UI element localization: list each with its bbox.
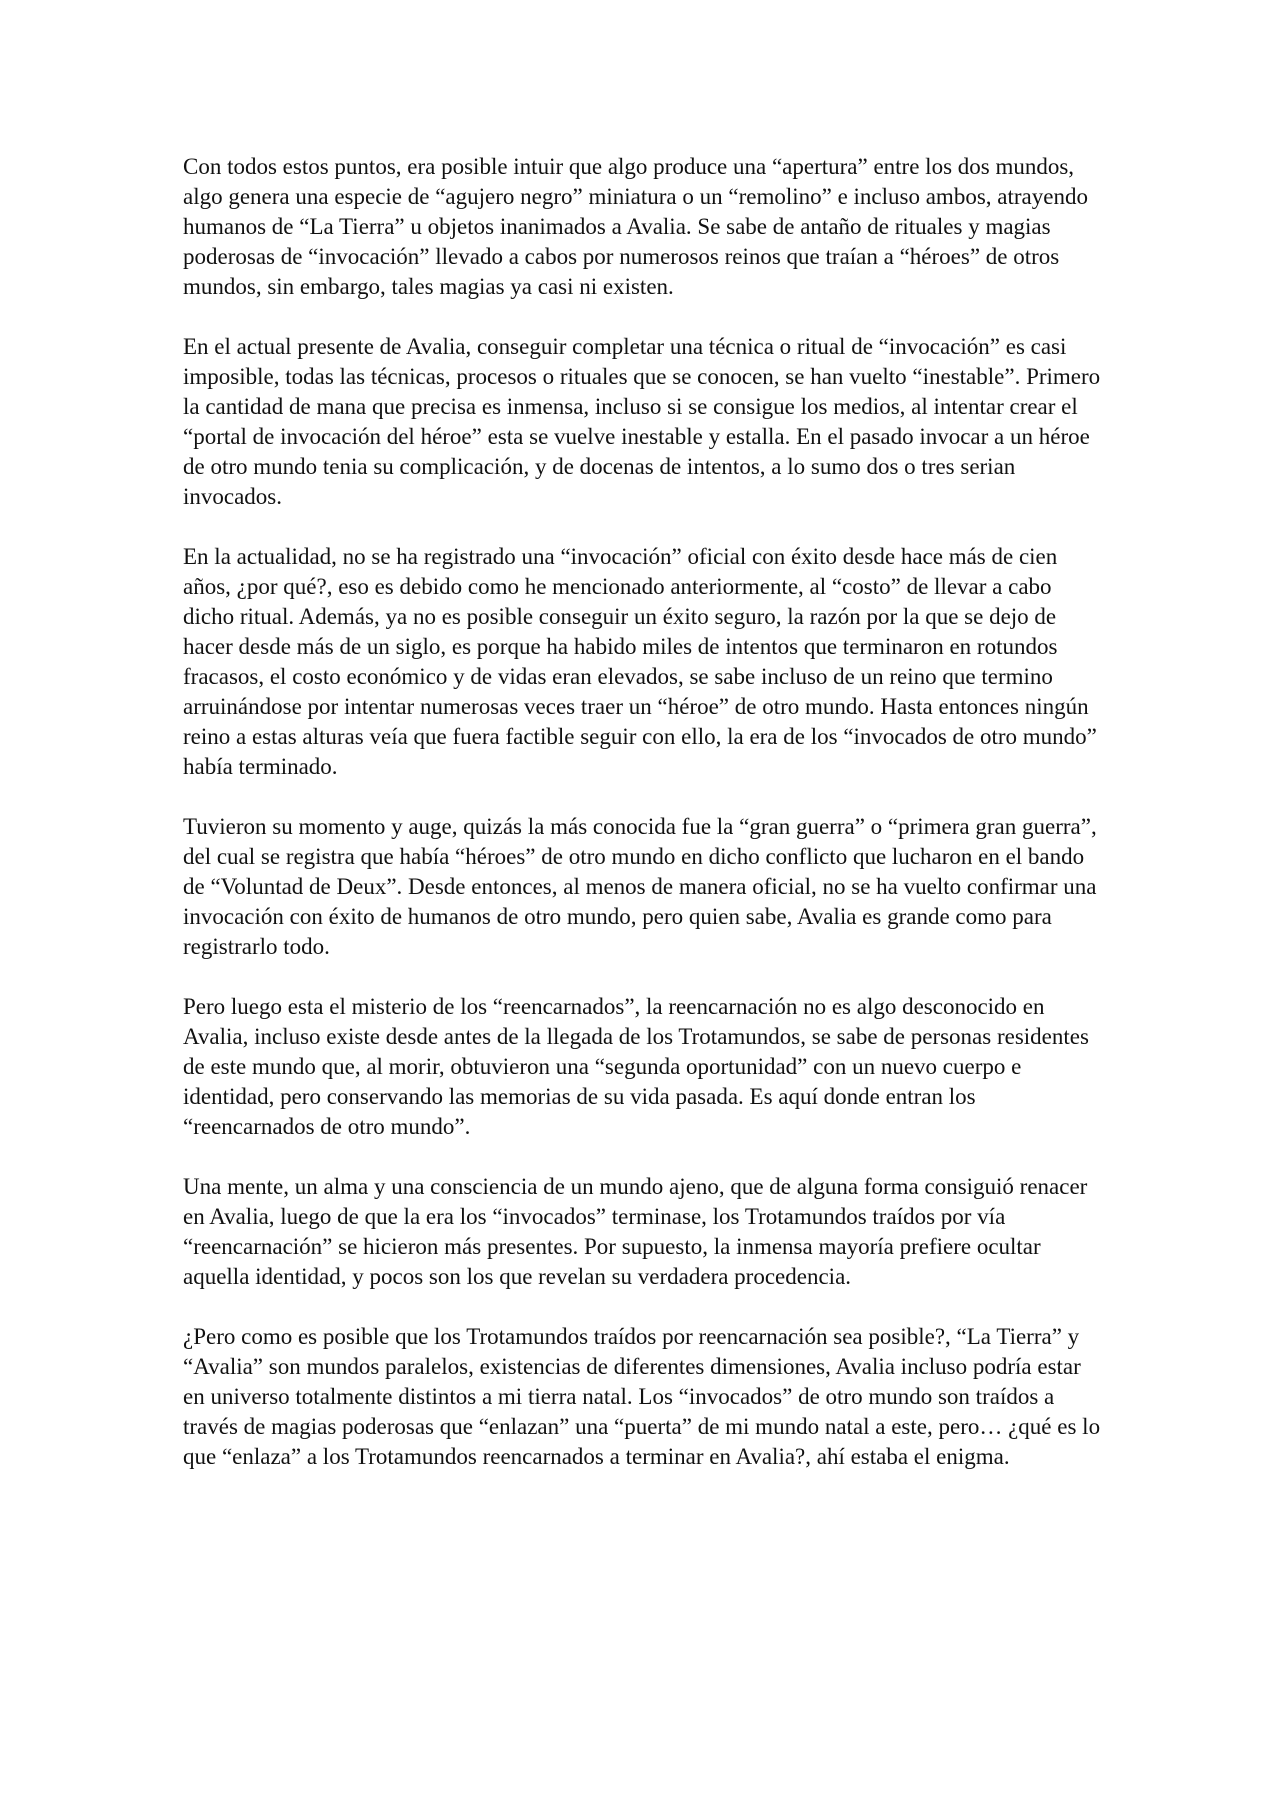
paragraph-4: Tuvieron su momento y auge, quizás la más conocida fue la “gran guerra” o “primera gran guerra”, del cual se registra que había “héroes” de otro mundo en dicho conflicto que lucharon en el bando de “Voluntad de Deux”. Desde entonces, al menos de manera oficial, no se ha vuelto confirmar una invocación con éxito de humanos de otro mundo, pero quien sabe, Avalia es grande como para registrarlo todo.	[183, 814, 1097, 959]
paragraph-3: En la actualidad, no se ha registrado una “invocación” oficial con éxito desde hace más de cien años, ¿por qué?, eso es debido como he mencionado anteriormente, al “costo” de llevar a cabo dicho ritual. Además, ya no es posible conseguir un éxito seguro, la razón por la que se dejo de hacer desde más de un siglo, es porque ha habido miles de intentos que terminaron en rotundos fracasos, el costo económico y de vidas eran elevados, se sabe incluso de un reino que termino arruinándose por intentar numerosas veces traer un “héroe” de otro mundo. Hasta entonces ningún reino a estas alturas veía que fuera factible seguir con ello, la era de los “invocados de otro mundo” había terminado.	[183, 544, 1097, 779]
paragraph-5: Pero luego esta el misterio de los “reencarnados”, la reencarnación no es algo desconocido en Avalia, incluso existe desde antes de la llegada de los Trotamundos, se sabe de personas residentes de este mundo que, al morir, obtuvieron una “segunda oportunidad” con un nuevo cuerpo e identidad, pero conservando las memorias de su vida pasada. Es aquí donde entran los “reencarnados de otro mundo”.	[183, 994, 1089, 1139]
document-body	[183, 152, 1103, 1502]
paragraph-7: ¿Pero como es posible que los Trotamundos traídos por reencarnación sea posible?, “La Tierra” y “Avalia” son mundos paralelos, existencias de diferentes dimensiones, Avalia incluso podría estar en universo totalmente distintos a mi tierra natal. Los “invocados” de otro mundo son traídos a través de magias poderosas que “enlazan” una “puerta” de mi mundo natal a este, pero… ¿qué es lo que “enlaza” a los Trotamundos reencarnados a terminar en Avalia?, ahí estaba el enigma.	[183, 1324, 1101, 1469]
paragraph-6: Una mente, un alma y una consciencia de un mundo ajeno, que de alguna forma consiguió renacer en Avalia, luego de que la era los “invocados” terminase, los Trotamundos traídos por vía “reencarnación” se hicieron más presentes. Por supuesto, la inmensa mayoría prefiere ocultar aquella identidad, y pocos son los que revelan su verdadera procedencia.	[183, 1174, 1088, 1289]
paragraph-1: Con todos estos puntos, era posible intuir que algo produce una “apertura” entre los dos mundos, algo genera una especie de “agujero negro” miniatura o un “remolino” e incluso ambos, atrayendo humanos de “La Tierra” u objetos inanimados a Avalia. Se sabe de antaño de rituales y magias poderosas de “invocación” llevado a cabos por numerosos reinos que traían a “héroes” de otros mundos, sin embargo, tales magias ya casi ni existen.	[183, 154, 1088, 299]
paragraph-2: En el actual presente de Avalia, conseguir completar una técnica o ritual de “invocación” es casi imposible, todas las técnicas, procesos o rituales que se conocen, se han vuelto “inestable”. Primero la cantidad de mana que precisa es inmensa, incluso si se consigue los medios, al intentar crear el “portal de invocación del héroe” esta se vuelve inestable y estalla. En el pasado invocar a un héroe de otro mundo tenia su complicación, y de docenas de intentos, a lo sumo dos o tres serian invocados.	[183, 334, 1101, 509]
